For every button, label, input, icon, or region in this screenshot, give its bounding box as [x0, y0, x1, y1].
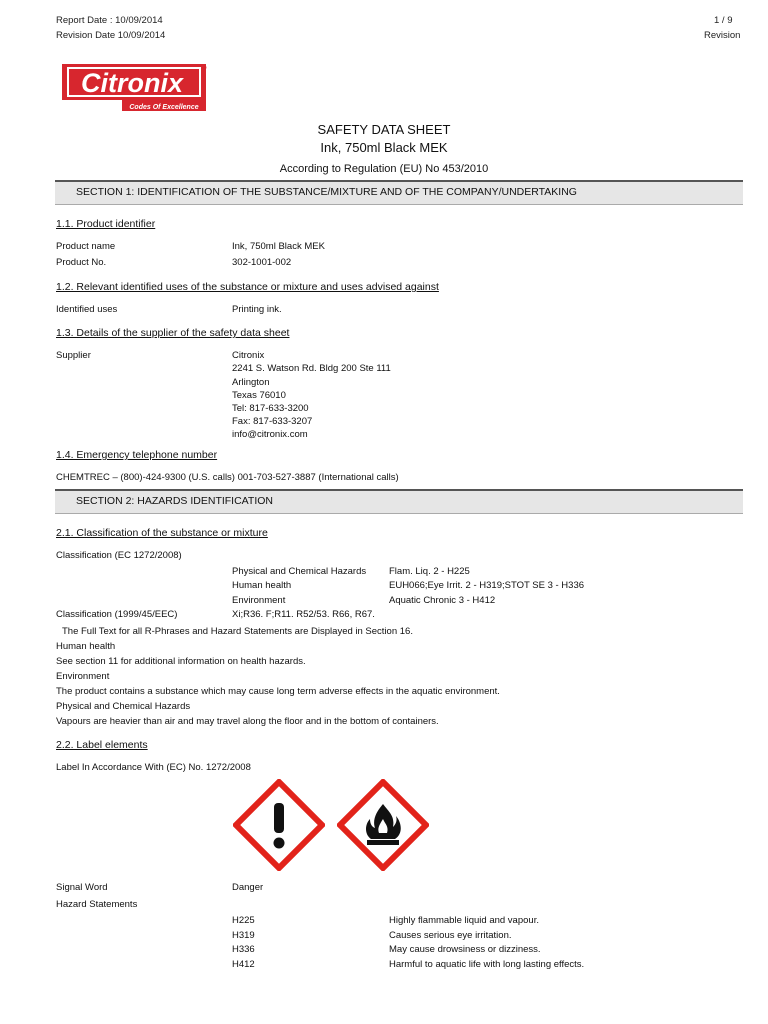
hazard-text: May cause drowsiness or dizziness. [389, 944, 541, 955]
regulation-line: According to Regulation (EU) No 453/2010 [279, 163, 489, 175]
class-category: Physical and Chemical Hazards [232, 566, 367, 577]
classification-eec-value: Xi;R36. F;R11. R52/53. R66, R67. [232, 609, 375, 620]
exclamation-mark-icon [233, 779, 325, 874]
hazard-statements-label: Hazard Statements [56, 899, 138, 910]
logo-text: Citronix [80, 68, 184, 98]
hazard-code: H225 [232, 915, 255, 926]
logo-graphic [62, 62, 208, 112]
class-value: Flam. Liq. 2 - H225 [389, 566, 470, 577]
supplier-line: 2241 S. Watson Rd. Bldg 200 Ste 111 [232, 363, 391, 374]
identified-uses-value: Printing ink. [232, 304, 282, 315]
hazard-text: Highly flammable liquid and vapour. [389, 915, 539, 926]
section2-title: SECTION 2: HAZARDS IDENTIFICATION [76, 495, 273, 507]
identified-uses-label: Identified uses [56, 304, 118, 315]
paragraph: The product contains a substance which may cause long term adverse effects in the aquatic environment. [56, 686, 500, 697]
classification-ec-label: Classification (EC 1272/2008) [56, 550, 182, 561]
section1-title: SECTION 1: IDENTIFICATION OF THE SUBSTANCE/MIXTURE AND OF THE COMPANY/UNDERTAKING [76, 186, 577, 198]
label-accordance: Label In Accordance With (EC) No. 1272/2008 [56, 762, 251, 773]
supplier-email-link[interactable]: info@citronix.com [232, 429, 308, 440]
product-no-label: Product No. [56, 257, 107, 268]
supplier-line: Arlington [232, 377, 270, 388]
signal-word-value: Danger [232, 882, 264, 893]
s22-title: 2.2. Label elements [56, 739, 148, 751]
supplier-label: Supplier [56, 350, 91, 361]
revision-label: Revision [704, 30, 741, 41]
emergency-text: CHEMTREC – (800)-424-9300 (U.S. calls) 001-703-527-3887 (International calls) [56, 472, 399, 483]
citronix-logo [62, 62, 208, 112]
signal-word-label: Signal Word [56, 882, 108, 893]
paragraph: Physical and Chemical Hazards [56, 701, 191, 712]
product-no-value: 302-1001-002 [232, 257, 292, 268]
supplier-line: Citronix [232, 350, 265, 361]
logo-tagline: Codes Of Excellence [129, 104, 199, 111]
s14-title: 1.4. Emergency telephone number [56, 449, 218, 461]
classification-eec-label: Classification (1999/45/EEC) [56, 609, 178, 620]
supplier-line: Tel: 817-633-3200 [232, 403, 309, 414]
hazard-code: H319 [232, 930, 255, 941]
supplier-line: Texas 76010 [232, 390, 286, 401]
paragraph: Vapours are heavier than air and may travel along the floor and in the bottom of containers. [56, 716, 439, 727]
product-title: Ink, 750ml Black MEK [320, 140, 448, 155]
page-number: 1 / 9 [714, 15, 733, 26]
hazard-text: Harmful to aquatic life with long lasting effects. [389, 959, 585, 970]
paragraph: See section 11 for additional information on health hazards. [56, 656, 306, 667]
hazard-code: H412 [232, 959, 255, 970]
section2-header [55, 489, 743, 514]
s12-title: 1.2. Relevant identified uses of the substance or mixture and uses advised against [56, 281, 439, 293]
supplier-line: Fax: 817-633-3207 [232, 416, 313, 427]
class-value: Aquatic Chronic 3 - H412 [389, 595, 496, 606]
logo-tm: ™ [202, 66, 207, 72]
product-name-label: Product name [56, 241, 116, 252]
section1-header [55, 180, 743, 205]
product-name-value: Ink, 750ml Black MEK [232, 241, 325, 252]
document-title: SAFETY DATA SHEET [317, 122, 451, 137]
class-category: Environment [232, 595, 286, 606]
class-category: Human health [232, 580, 292, 591]
s11-title: 1.1. Product identifier [56, 218, 156, 230]
paragraph: Environment [56, 671, 110, 682]
s21-title: 2.1. Classification of the substance or mixture [56, 527, 268, 539]
s13-title: 1.3. Details of the supplier of the safety data sheet [56, 327, 290, 339]
full-text-note: The Full Text for all R-Phrases and Hazard Statements are Displayed in Section 16. [62, 626, 413, 637]
flame-icon [337, 779, 429, 874]
hazard-code: H336 [232, 944, 255, 955]
hazard-text: Causes serious eye irritation. [389, 930, 512, 941]
report-date: Report Date : 10/09/2014 [56, 15, 163, 26]
class-value: EUH066;Eye Irrit. 2 - H319;STOT SE 3 - H336 [389, 580, 585, 591]
paragraph: Human health [56, 641, 116, 652]
revision-date: Revision Date 10/09/2014 [56, 30, 166, 41]
